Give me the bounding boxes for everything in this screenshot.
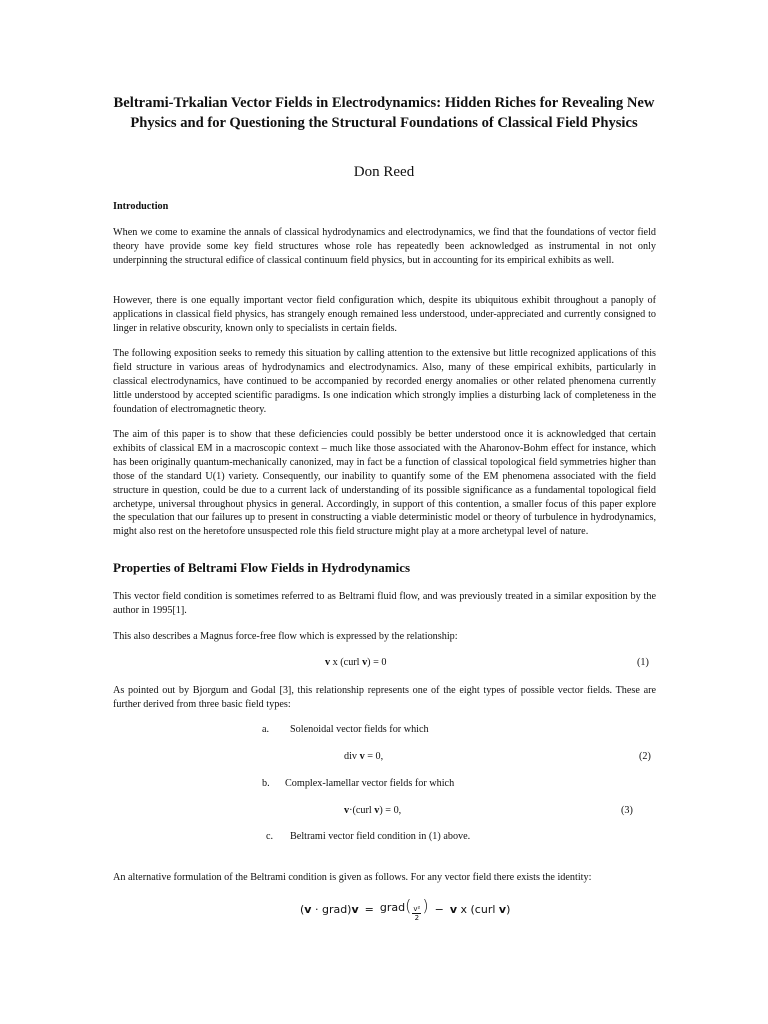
paragraph-1: When we come to examine the annals of classical hydrodynamics and electrodynamics, we find that the foundations of vector field theory have provide some key field structures whose role has repeatedly been acknowledged as instrumental in not only underpinning the structural edifice of classical continuum field physics, but in accounting for its empirical exhibits as well. [113,227,656,266]
intro-heading: Introduction [113,201,169,212]
list-item-c-mark: c. [266,831,274,842]
equation-3-number: (3) [621,805,633,816]
paragraph-2: However, there is one equally important vector field configuration which, despite its ubiquitous exhibit throughout a panoply of applications in classical field physics, has strangely enough remained less understood, under-appreciated and currently consigned to linger in relative obscurity, known only to specialists in certain fields. [113,295,656,334]
section-paragraph-2: This also describes a Magnus force-free flow which is expressed by the relationship: [113,631,458,642]
equation-2: div v = 0, [344,751,384,762]
list-item-b-mark: b. [262,778,270,789]
fraction: $\frac{\text{v²}}{2}$ [413,905,421,922]
list-item-a-mark: a. [262,724,270,735]
author-name: Don Reed [353,164,415,180]
section-paragraph-4: An alternative formulation of the Beltrami condition is given as follows. For any vector field there exists the identity: [113,872,592,883]
paper-title: Beltrami-Trkalian Vector Fields in Electrodynamics: Hidden Riches for Revealing New Physics and for Questioning the Structural Foundations of Classical Field Physics [113,95,655,131]
list-item-c-text: Beltrami vector field condition in (1) above. [290,831,471,842]
equation-1-number: (1) [637,657,649,668]
equation-2-number: (2) [639,751,651,762]
paragraph-4: The aim of this paper is to show that these deficiencies could possibly be better understood once it is acknowledged that certain exhibits of classical EM in a macroscopic context – much like those associated with the Aharonov-Bohm effect for instance, which has been originally quantum-mechanically canonized, may in fact be a function of classical topological field symmetries higher than those of the standard U(1) variety. Consequently, our inability to quantify some of the EM phenomena associated with the field structure in question, could be due to a current lack of understanding of its possible significance as a fundamental topological field archetype, universal throughout physics in general. Accordingly, in support of this contention, a smaller focus of this paper explore the speculation that our failures up to present in constructing a viable deterministic model or theory of turbulence in hydrodynamics, might also rest on the heretofore unsuspected role this field structure might play at a more archetypal level of nature. [113,429,656,538]
list-item-a-text: Solenoidal vector fields for which [290,724,429,735]
paragraph-3: The following exposition seeks to remedy this situation by calling attention to the extensive but little recognized applications of this field structure in various areas of hydrodynamics and electrodynamics. Also, many of these empirical exhibits, particularly in classical electrodynamics, have continued to be accompanied by recorded energy anomalies or other related phenomena currently little understood by accepted scientific paradigms. Is one indication which strongly implies a disturbing lack of completeness in the foundation of electromagnetic theory. [113,348,656,415]
identity-formula: (v · grad)v = grad( $\frac{\text{v²}}{2}$ ) − v x (curl v) [300,896,511,922]
equation-3: v·(curl v) = 0, [344,805,402,816]
section-paragraph-3: As pointed out by Bjorgum and Godal [3], this relationship represents one of the eight types of possible vector fields. These are further derived from three basic field types: [113,685,656,710]
list-item-b-text: Complex-lamellar vector fields for which [285,778,455,789]
equation-1: v x (curl v) = 0 [325,657,387,668]
section-heading: Properties of Beltrami Flow Fields in Hydrodynamics [113,560,411,575]
section-paragraph-1: This vector field condition is sometimes referred to as Beltrami fluid flow, and was previously treated in a similar exposition by the author in 1995[1]. [113,591,656,616]
